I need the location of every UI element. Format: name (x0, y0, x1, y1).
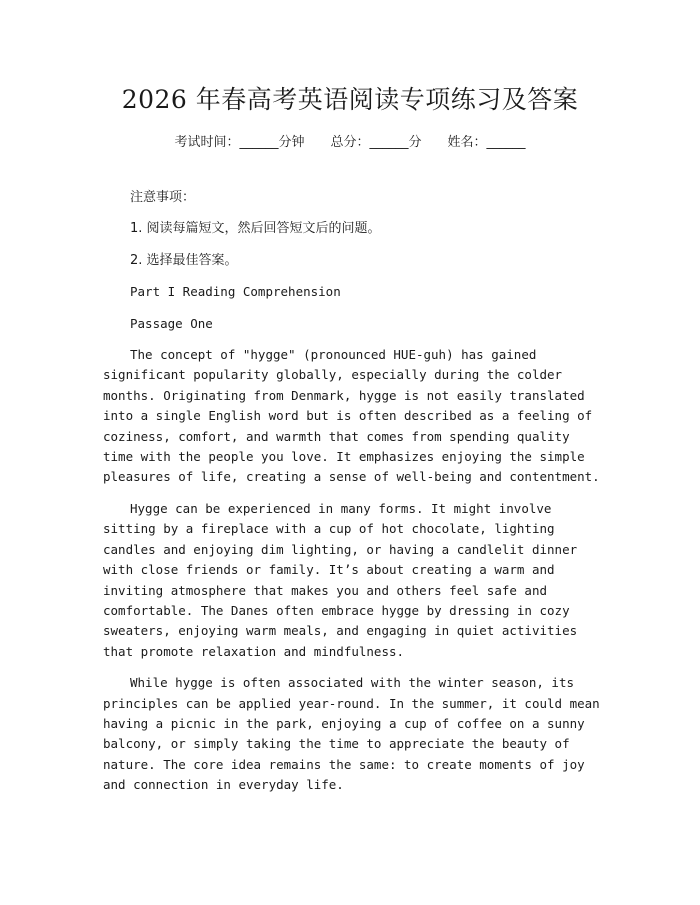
part-heading: Part I Reading Comprehension (130, 284, 341, 300)
time-blank: ______ (239, 135, 279, 150)
notes-heading: 注意事项： (130, 190, 196, 205)
score-blank: ______ (369, 135, 409, 150)
passage-heading: Passage One (130, 315, 213, 331)
score-unit: 分 (408, 135, 422, 150)
document-body (103, 188, 603, 796)
time-unit: 分钟 (278, 135, 305, 150)
passage-paragraph: While hygge is often associated with the winter season, its principles can be applied year-round. In the summer, it could mean having a picnic in the park, enjoying a cup of coffee on a sunny balcony, or simply taking the time to appreciate the beauty of nature. The core idea remains the same: to create moments of joy and connection in everyday life. (103, 675, 600, 793)
document-title: 2026 年春高考英语阅读专项练习及答案 (121, 85, 579, 114)
time-label: 考试时间： (174, 135, 240, 150)
score-label: 总分： (330, 135, 370, 150)
exam-info-line (0, 131, 700, 150)
passage-paragraph: The concept of "hygge" (pronounced HUE-guh) has gained significant popularity globally, especially during the colder months. Originating from Denmark, hygge is not easily translated into a single English word but is often described as a feeling of coziness, comfort, and warmth that comes from spending quality time with the people you love. It emphasizes enjoying the simple pleasures of life, creating a sense of well-being and contentment. (103, 347, 600, 485)
passage-paragraph: Hygge can be experienced in many forms. It might involve sitting by a fireplace with a cup of hot chocolate, lighting candles and enjoying dim lighting, or having a candlelit dinner with close friends or family. It’s about creating a warm and inviting atmosphere that makes you and others feel safe and comfortable. The Danes often embrace hygge by dressing in cozy sweaters, enjoying warm meals, and engaging in quiet activities that promote relaxation and mindfulness. (103, 500, 578, 659)
name-blank: ______ (486, 135, 526, 150)
note-item: 2. 选择最佳答案。 (130, 252, 238, 268)
passage-text (103, 345, 603, 796)
note-item: 1. 阅读每篇短文，然后回答短文后的问题。 (130, 221, 381, 237)
name-label: 姓名： (447, 135, 487, 150)
